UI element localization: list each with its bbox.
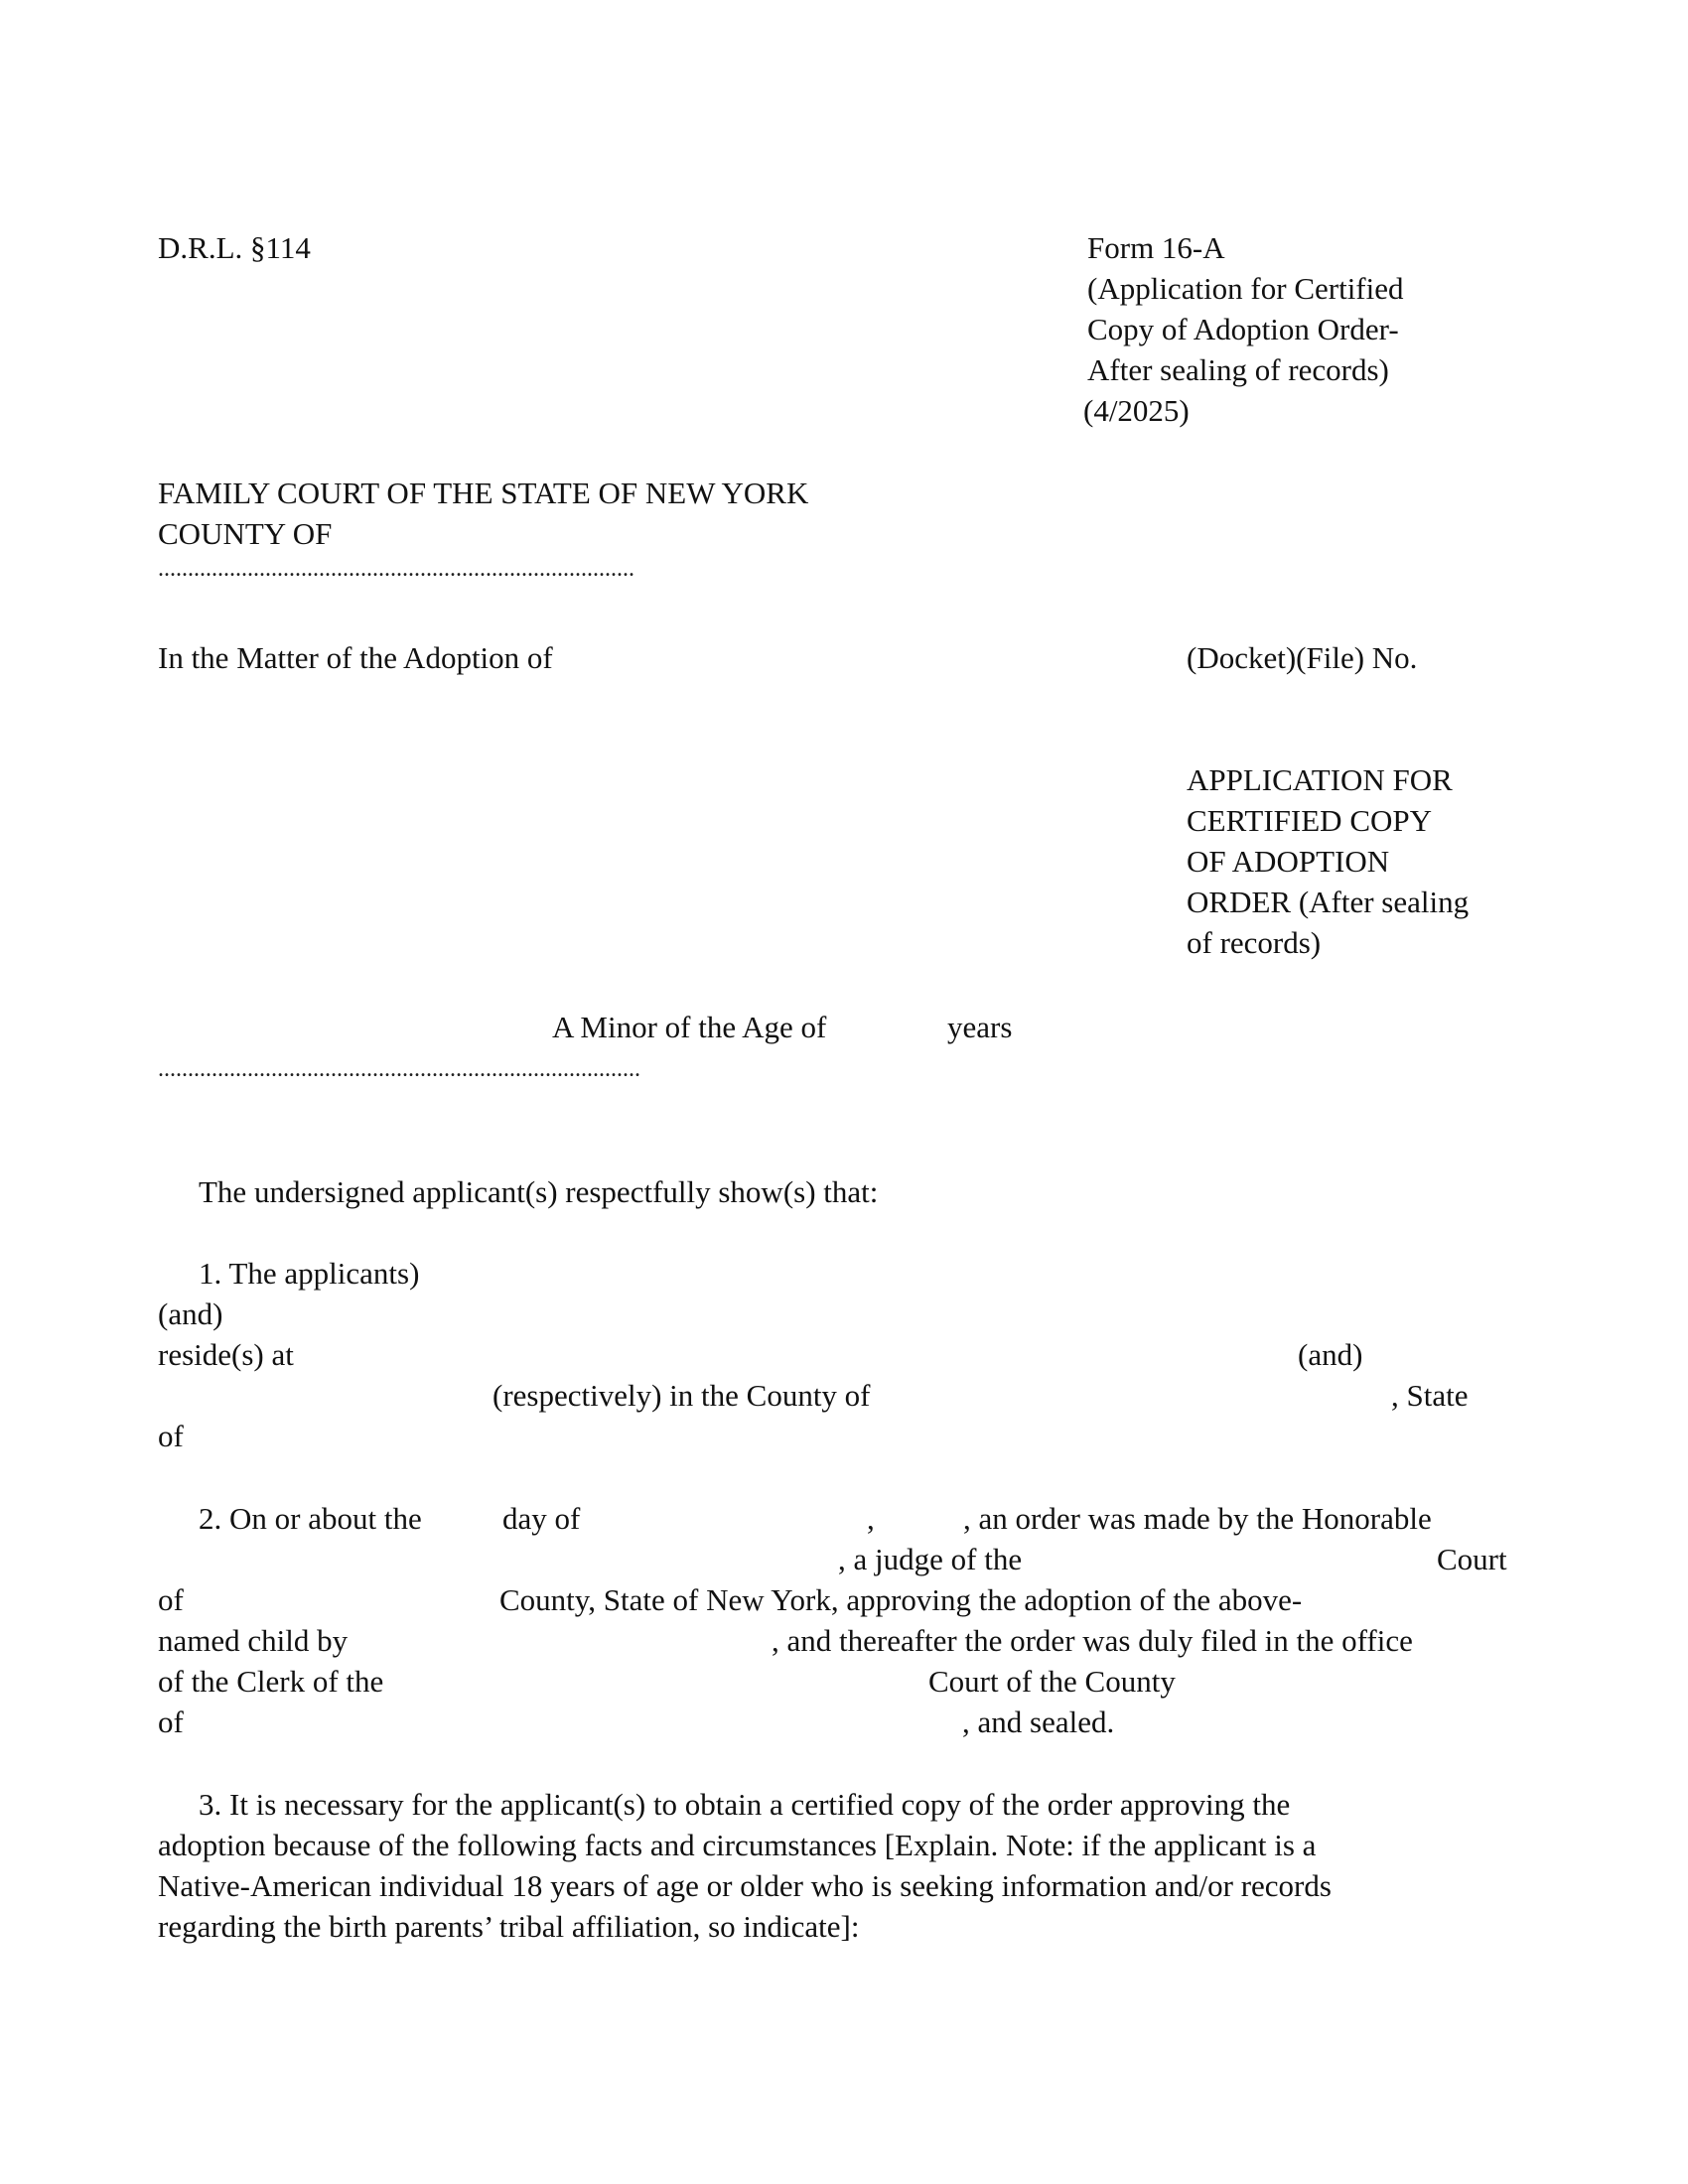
paragraph-1-text: of — [158, 1419, 184, 1453]
paragraph-2-text: County, State of New York, approving the adoption of the above- — [499, 1582, 1303, 1617]
paragraph-2-text: day of — [502, 1501, 581, 1536]
form-description-line: Copy of Adoption Order- — [1087, 312, 1399, 346]
document-title-line: APPLICATION FOR — [1187, 762, 1453, 797]
paragraph-2-text: , a judge of the — [838, 1542, 1023, 1576]
paragraph-3-text: Native-American individual 18 years of age or older who is seeking information and/or records — [158, 1868, 1332, 1903]
paragraph-2-text: Court of the County — [928, 1664, 1176, 1699]
county-label: COUNTY OF — [158, 516, 333, 551]
form-number: Form 16-A — [1087, 230, 1225, 265]
paragraph-1-text: (and) — [1298, 1337, 1363, 1372]
document-title-line: OF ADOPTION — [1187, 844, 1390, 879]
paragraph-2-text: of — [158, 1705, 184, 1739]
matter-heading: In the Matter of the Adoption of — [158, 640, 553, 675]
form-description-line: After sealing of records) — [1087, 352, 1389, 387]
paragraph-2-text: of the Clerk of the — [158, 1664, 384, 1699]
paragraph-2-text: of — [158, 1582, 184, 1617]
court-name: FAMILY COURT OF THE STATE OF NEW YORK — [158, 476, 809, 510]
docket-number-label: (Docket)(File) No. — [1187, 640, 1418, 675]
paragraph-1-text: 1. The applicants) — [199, 1256, 420, 1291]
paragraph-2-text: , an order was made by the Honorable — [963, 1501, 1432, 1536]
caption-divider: ................................................................................ — [158, 556, 634, 582]
paragraph-3-text: 3. It is necessary for the applicant(s) to obtain a certified copy of the order approving the — [199, 1787, 1291, 1822]
paragraph-2-text: 2. On or about the — [199, 1501, 422, 1536]
paragraph-1-text: (respectively) in the County of — [492, 1378, 871, 1413]
paragraph-2-text: , and thereafter the order was duly filed in the office — [772, 1623, 1413, 1658]
intro-paragraph: The undersigned applicant(s) respectfully show(s) that: — [199, 1174, 879, 1209]
form-description-line: (Application for Certified — [1087, 271, 1404, 306]
statute-reference: D.R.L. §114 — [158, 230, 311, 265]
years-label: years — [947, 1010, 1013, 1044]
document-title-line: of records) — [1187, 925, 1322, 960]
document-title-line: ORDER (After sealing — [1187, 885, 1470, 919]
minor-age-label: A Minor of the Age of — [552, 1010, 827, 1044]
paragraph-2-text: , — [867, 1501, 875, 1536]
caption-divider: ................................................................................. — [158, 1056, 640, 1082]
paragraph-2-text: named child by — [158, 1623, 349, 1658]
paragraph-1-text: reside(s) at — [158, 1337, 294, 1372]
document-title-line: CERTIFIED COPY — [1187, 803, 1433, 838]
form-date: (4/2025) — [1083, 393, 1190, 428]
paragraph-3-text: regarding the birth parents’ tribal affiliation, so indicate]: — [158, 1909, 860, 1944]
paragraph-2-text: , and sealed. — [962, 1705, 1115, 1739]
paragraph-1-text: , State — [1391, 1378, 1469, 1413]
paragraph-3-text: adoption because of the following facts and circumstances [Explain. Note: if the applicant is a — [158, 1828, 1317, 1862]
paragraph-2-text: Court — [1437, 1542, 1507, 1576]
paragraph-1-text: (and) — [158, 1297, 223, 1331]
